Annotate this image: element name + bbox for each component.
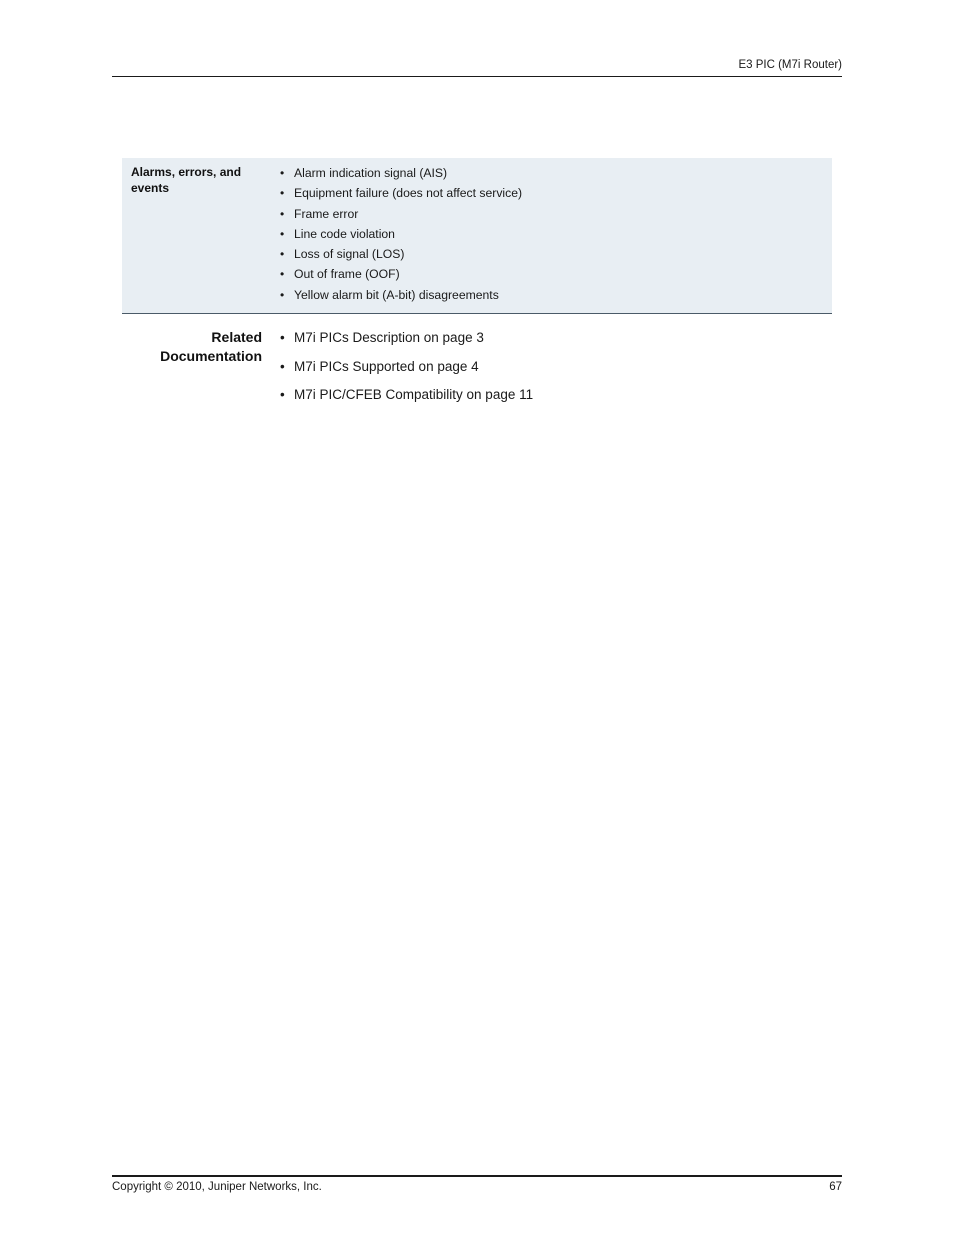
bullet-icon: • — [280, 358, 285, 374]
bullet-icon: • — [280, 186, 285, 201]
spec-table — [122, 158, 832, 314]
spec-list — [280, 163, 522, 305]
list-item: • Equipment failure (does not affect service) — [280, 183, 522, 203]
list-item: • Out of frame (OOF) — [280, 264, 522, 284]
related-documentation-heading: Related Documentation — [160, 329, 262, 364]
related-link-pics-description[interactable]: • M7i PICs Description on page 3 — [280, 330, 484, 345]
bullet-icon: • — [280, 267, 285, 282]
page-header — [112, 58, 842, 77]
bullet-icon: • — [280, 166, 285, 180]
header-title: E3 PIC (M7i Router) — [738, 59, 842, 71]
spec-row-label: Alarms, errors, and events — [131, 165, 242, 195]
bullet-icon: • — [280, 287, 285, 302]
bullet-icon: • — [280, 226, 285, 241]
list-item: • Yellow alarm bit (A-bit) disagreements — [280, 285, 522, 305]
related-link-cfeb-compatibility[interactable]: • M7i PIC/CFEB Compatibility on page 11 — [280, 387, 534, 402]
list-item: • Alarm indication signal (AIS) — [280, 163, 522, 183]
list-item: • Line code violation — [280, 224, 522, 244]
page-footer — [112, 1175, 842, 1195]
related-link-pics-supported[interactable]: • M7i PICs Supported on page 4 — [280, 358, 479, 374]
related-documentation-list — [280, 328, 533, 414]
list-item: • Frame error — [280, 204, 522, 224]
bullet-icon: • — [280, 206, 285, 221]
footer-copyright: Copyright © 2010, Juniper Networks, Inc. — [112, 1181, 322, 1193]
bullet-icon: • — [280, 387, 285, 402]
bullet-icon: • — [280, 247, 285, 262]
page-number: 67 — [829, 1181, 842, 1193]
bullet-icon: • — [280, 330, 285, 345]
list-item: • Loss of signal (LOS) — [280, 244, 522, 264]
